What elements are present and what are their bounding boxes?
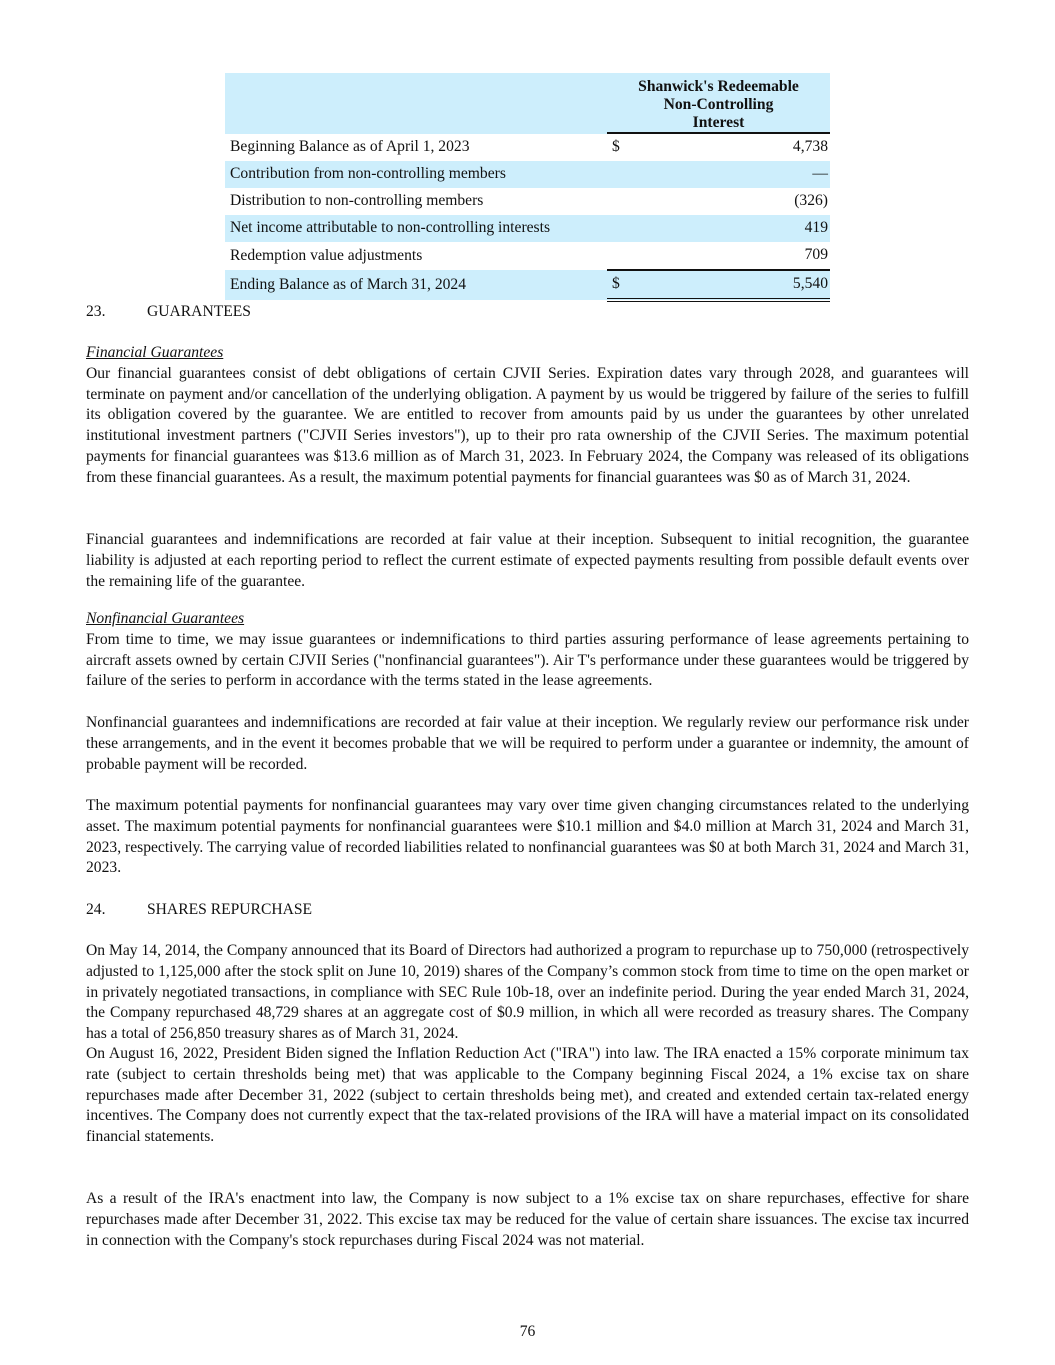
currency-symbol [607, 161, 642, 188]
table-row [225, 134, 830, 161]
section-title: SHARES REPURCHASE [147, 901, 313, 918]
section-number: 23. [86, 303, 106, 320]
row-value: 419 [642, 215, 830, 242]
section-heading-shares-repurchase [86, 900, 312, 921]
row-label: Beginning Balance as of April 1, 2023 [230, 138, 470, 156]
column-header: Shanwick's Redeemable Non-Controlling Interest [607, 78, 830, 134]
section-number: 24. [86, 901, 106, 918]
row-value: — [642, 161, 830, 188]
subheading-nonfinancial-guarantees: Nonfinancial Guarantees [86, 610, 245, 627]
paragraph: As a result of the IRA's enactment into law, the Company is now subject to a 1% excise tax on share repurchases, effective for share repurchases made after December 31, 2022. This excise tax may be reduced for the value of certain share issuances. The excise tax incurred in connection with the Company's stock repurchases during Fiscal 2024 was not material. [86, 1190, 969, 1249]
paragraph: On August 16, 2022, President Biden signed the Inflation Reduction Act ("IRA") into law. The IRA enacted a 15% corporate minimum tax rate (subject to certain thresholds being met) that was applicable to the Company beginning Fiscal 2024, a 1% excise tax on share repurchases made after December 31, 2022 (subject to certain thresholds being met), and created and extended certain tax-related energy incentives. The Company does not currently expect that the tax-related provisions of the IRA will have a material impact on its consolidated financial statements. [86, 1045, 969, 1146]
table-total-row [225, 270, 830, 300]
paragraph: The maximum potential payments for nonfinancial guarantees may vary over time given changing circumstances related to the underlying asset. The maximum potential payments for nonfinancial guarantees were $10.1 million and $4.0 million at March 31, 2024 and March 31, 2023, respectively. The carrying value of recorded liabilities related to nonfinancial guarantees was $0 at both March 31, 2024 and March 31, 2023. [86, 797, 969, 877]
row-value: 5,540 [642, 270, 830, 300]
noncontrolling-interest-table [225, 73, 830, 302]
table-header-row [225, 73, 830, 134]
paragraph: On May 14, 2014, the Company announced that its Board of Directors had authorized a program to repurchase up to 750,000 (retrospectively adjusted to 1,125,000 after the stock split on June 10, 2019) shares of the Company’s common stock from time to time on the open market or in privately negotiated transactions, in compliance with SEC Rule 10b-18, over an indefinite period. During the year ended March 31, 2024, the Company repurchased 48,729 shares at an aggregate cost of $0.9 million, in which all were recorded as treasury shares. The Company has a total of 256,850 treasury shares as of March 31, 2024. [86, 942, 969, 1043]
paragraph: Financial guarantees and indemnifications are recorded at fair value at their inception. Subsequent to initial recognition, the guarantee liability is adjusted at each reporting period to reflect the current estimate of expected payments resulting from possible default events over the remaining life of the guarantee. [86, 531, 969, 590]
paragraph: Our financial guarantees consist of debt obligations of certain CJVII Series. Expiration dates vary through 2028, and guarantees will terminate on payment and/or cancellation of the underlying obligation. A payment by us would be triggered by failure of the series to fulfill its obligation covered by the guarantee. We are entitled to recover from amounts paid by us under the guarantees by other unrelated institutional investment partners ("CJVII Series investors"), up to their pro rata ownership of the CJVII Series. The maximum potential payments for financial guarantees was $13.6 million as of March 31, 2023. In February 2024, the Company was released of its obligations from these financial guarantees. As a result, the maximum potential payments for financial guarantees was $0 as of March 31, 2024. [86, 364, 969, 486]
paragraph: Nonfinancial guarantees and indemnifications are recorded at fair value at their inception. We regularly review our performance risk under these arrangements, and in the event it becomes probable that we will be required to perform under a guarantee or indemnity, the amount of probable payment will be recorded. [86, 714, 969, 773]
page-number: 76 [519, 1323, 536, 1340]
table-row [225, 215, 830, 242]
nonfinancial-guarantees-block [86, 609, 969, 692]
currency-symbol [607, 242, 642, 270]
row-label: Distribution to non-controlling members [230, 192, 484, 210]
subheading-financial-guarantees: Financial Guarantees [86, 344, 224, 361]
currency-symbol: $ [612, 138, 620, 156]
row-label: Ending Balance as of March 31, 2024 [225, 270, 607, 300]
row-label: Net income attributable to non-controlling interests [225, 215, 607, 242]
table-row [225, 188, 830, 215]
row-label: Redemption value adjustments [230, 246, 423, 264]
row-value: (326) [794, 192, 828, 210]
section-title: GUARANTEES [147, 303, 251, 320]
section-heading-guarantees [86, 302, 251, 323]
currency-symbol [607, 215, 642, 242]
row-value: 4,738 [792, 138, 828, 156]
row-value: 709 [804, 246, 828, 264]
row-label: Contribution from non-controlling members [225, 161, 607, 188]
table-row [225, 242, 830, 270]
financial-guarantees-block [86, 343, 969, 489]
paragraph: From time to time, we may issue guarantees or indemnifications to third parties assuring performance of lease agreements pertaining to aircraft assets owned by certain CJVII Series ("nonfinancial guarantees"). Air T's performance under these guarantees would be triggered by failure of the series to perform in accordance with the terms stated in the lease agreements. [86, 630, 969, 690]
table-row [225, 161, 830, 188]
currency-symbol: $ [607, 270, 642, 300]
currency-symbol [607, 188, 642, 215]
